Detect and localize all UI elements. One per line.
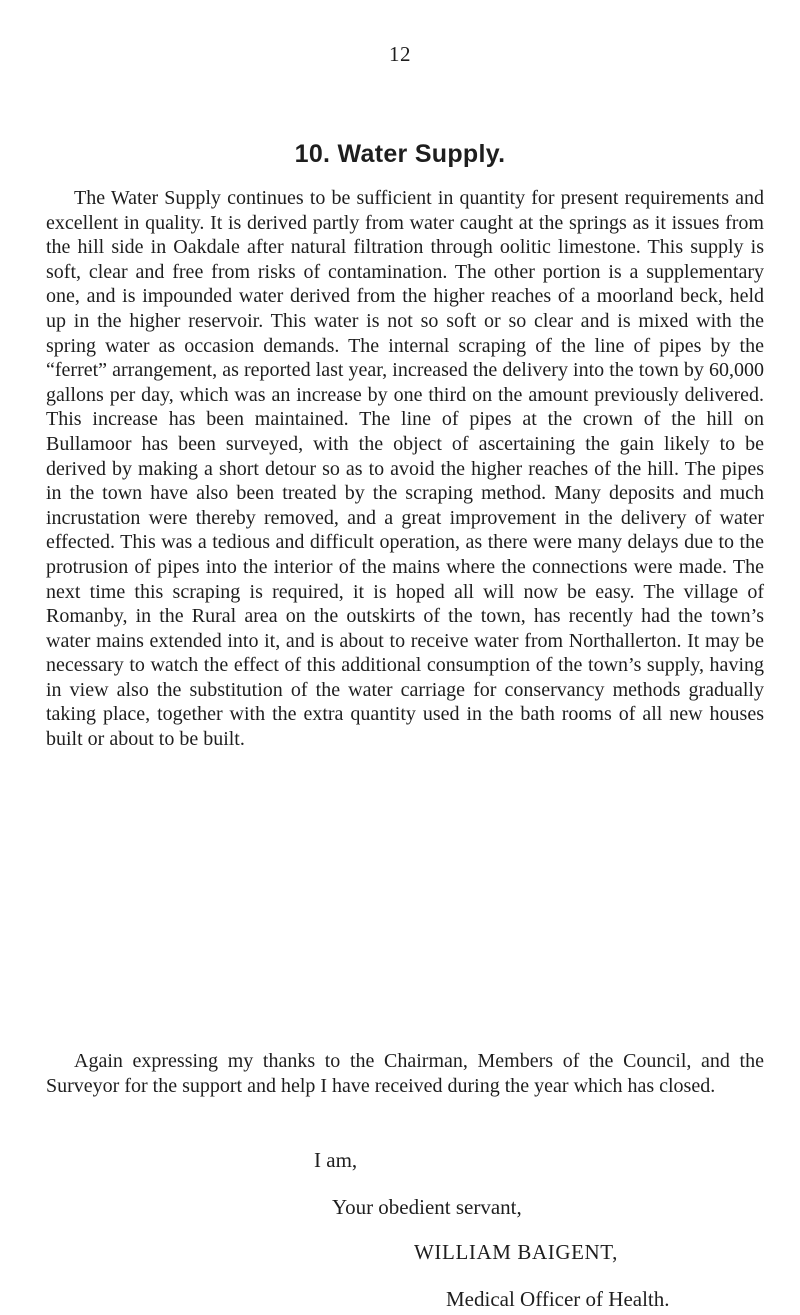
signature-title: Medical Officer of Health. (446, 1287, 670, 1311)
signature-name: WILLIAM BAIGENT, (414, 1240, 618, 1264)
paragraph-closing-thanks: Again expressing my thanks to the Chairman, Members of the Council, and the Surveyor for the support and help I have received during the year which has closed. (46, 1050, 764, 1097)
signature-closing: Your obedient servant, (332, 1195, 522, 1219)
paragraph-water-supply: The Water Supply continues to be sufficient in quantity for present requirements and excellent in quality. It is derived partly from water caught at the springs as it issues from the hill side in Oakdale after natural filtration through oolitic limestone. This supply is soft, clear and free from risks of contamination. The other portion is a supplementary one, and is impounded water derived from the higher reaches of a moorland beck, held up in the higher reservoir. This water is not so soft or so clear and is mixed with the spring water as occasion demands. The internal scraping of the line of pipes by the “ferret” arrangement, as reported last year, increased the delivery into the town by 60,000 gallons per day, which was an increase by one third on the amount previously delivered. This increase has been maintained. The line of pipes at the crown of the hill on Bullamoor has been surveyed, with the object of ascertaining the gain likely to be derived by making a short detour so as to avoid the higher reaches of the hill. The pipes in the town have also been treated by the scraping method. Many deposits and much incrustation were thereby removed, and a great improvement in the delivery of water effected. This was a tedious and difficult operation, as there were many delays due to the protrusion of pipes into the interior of the mains where the connections were made. The next time this scraping is required, it is hoped all will now be easy. The village of Romanby, in the Rural area on the outskirts of the town, has recently had the town’s water mains extended into it, and is about to receive water from Northallerton. It may be necessary to watch the effect of this additional consumption of the town’s supply, having in view also the substitution of the water carriage for conservancy methods gradually taking place, together with the extra quantity used in the bath rooms of all new houses built or about to be built. (46, 187, 764, 751)
page-number: 12 (389, 42, 411, 66)
signature-salutation: I am, (314, 1148, 358, 1172)
section-title: 10. Water Supply. (294, 140, 506, 168)
body-text (46, 186, 764, 752)
